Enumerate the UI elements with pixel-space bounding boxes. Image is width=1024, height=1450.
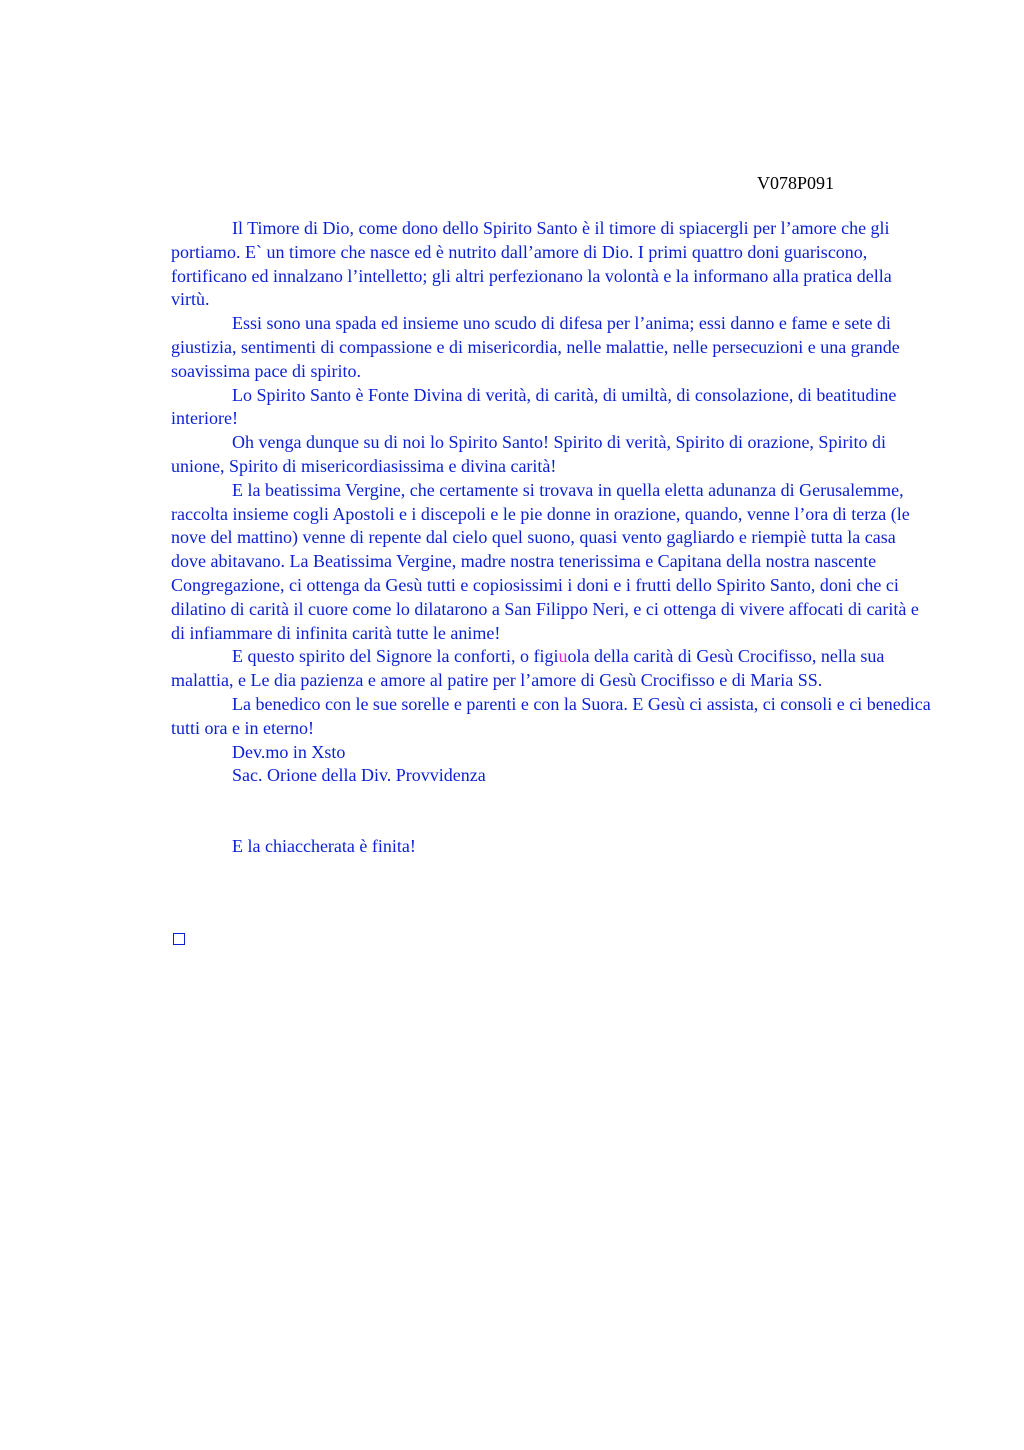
paragraph-benedico: La benedico con le sue sorelle e parenti e con la Suora. E Gesù ci assista, ci consoli e ci benedica tutti ora e in eterno! [171, 693, 931, 738]
paragraph-conforti [171, 645, 931, 693]
spacer [171, 788, 931, 835]
letter-body [171, 217, 931, 859]
paragraph-fonte-divina: Lo Spirito Santo è Fonte Divina di verità, di carità, di umiltà, di consolazione, di beatitudine interiore! [171, 384, 897, 429]
conforti-text-end: ola della carità di Gesù Crocifisso, nella sua malattia, e Le dia pazienza e amore al patire per l’amore di Gesù Crocifisso e di Maria SS. [171, 646, 885, 691]
conforti-text-start: E questo spirito del Signore la conforti, o figi [232, 646, 559, 667]
paragraph-timore: Il Timore di Dio, come dono dello Spirito Santo è il timore di spiacergli per l’amore che gli portiamo. E` un timore che nasce ed è nutrito dall’amore di Dio. I primi quattro doni guariscono, fortificano ed innalzano l’intelletto; gli altri perfezionano la volontà e la informano alla pratica della virtù. [171, 218, 892, 310]
end-mark-square [173, 933, 185, 945]
postscript-line: E la chiaccherata è finita! [232, 836, 416, 857]
closing-line: Dev.mo in Xsto [232, 741, 346, 762]
page-code: V078P091 [757, 173, 835, 193]
paragraph-venga: Oh venga dunque su di noi lo Spirito Santo! Spirito di verità, Spirito di orazione, Spirito di unione, Spirito di misericordiasissima e divina carità! [171, 432, 886, 476]
paragraph-spada: Essi sono una spada ed insieme uno scudo di difesa per l’anima; essi danno e fame e sete di giustizia, sentimenti di compassione e di misericordia, nelle malattie, nelle persecuzioni e una grande soavissima pace di spirito. [171, 313, 900, 381]
signature-line: Sac. Orione della Div. Provvidenza [232, 765, 486, 786]
paragraph-vergine: E la beatissima Vergine, che certamente si trovava in quella eletta adunanza di Gerusalemme, raccolta insieme cogli Apostoli e i discepoli e le pie donne in orazione, quando, venne l’ora di terza (le nove del mattino) venne di repente dal cielo quel suono, quasi vento gagliardo e riempiè tutta la casa dove abitavano. La Beatissima Vergine, madre nostra tenerissima e Capitana della nostra nascente Congregazione, ci ottenga da Gesù tutti e copiosissimi i doni e i frutti dello Spirito Santo, doni che ci dilatino di carità il cuore come lo dilatarono a San Filippo Neri, e ci ottenga di vivere affocati di carità e di infiammare di infinita carità tutte le anime! [171, 479, 919, 643]
highlighted-letter: u [558, 646, 568, 667]
